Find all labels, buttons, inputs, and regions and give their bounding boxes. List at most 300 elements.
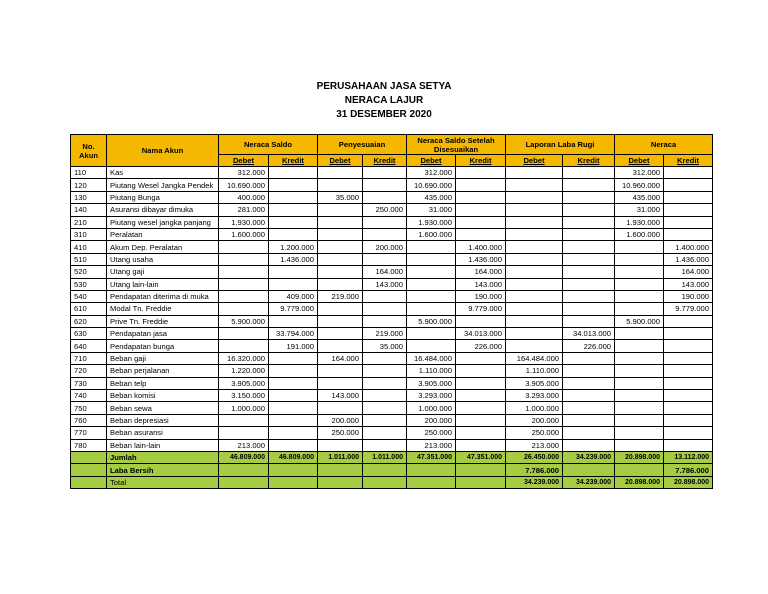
account-name: Beban sewa — [107, 402, 219, 414]
kredit-cell — [664, 328, 713, 340]
debet-cell: 213.000 — [407, 439, 456, 451]
account-number: 530 — [71, 278, 107, 290]
kredit-cell: 219.000 — [363, 328, 407, 340]
kredit-cell — [563, 414, 615, 426]
table-row — [71, 390, 713, 402]
kredit-cell — [563, 365, 615, 377]
debet-cell — [407, 241, 456, 253]
debet-cell — [506, 278, 563, 290]
account-name: Beban lain-lain — [107, 439, 219, 451]
debet-cell: 20.898.000 — [615, 476, 664, 488]
kredit-cell: 200.000 — [363, 241, 407, 253]
company-name: PERUSAHAAN JASA SETYA — [316, 81, 452, 92]
debet-cell: 10.960.000 — [615, 179, 664, 191]
debet-cell — [407, 253, 456, 265]
account-name: Pendapatan diterima di muka — [107, 290, 219, 302]
kredit-cell — [563, 427, 615, 439]
debet-cell: 1.930.000 — [615, 216, 664, 228]
debet-cell: 3.905.000 — [506, 377, 563, 389]
kredit-cell — [269, 204, 318, 216]
debet-cell — [407, 266, 456, 278]
account-number: 710 — [71, 352, 107, 364]
debet-cell — [506, 290, 563, 302]
debet-cell: 31.000 — [615, 204, 664, 216]
debet-cell: 281.000 — [219, 204, 269, 216]
kredit-cell: 34.013.000 — [563, 328, 615, 340]
debet-cell: 1.000.000 — [407, 402, 456, 414]
debet-cell — [318, 266, 363, 278]
kredit-cell — [563, 167, 615, 179]
debet-cell — [506, 191, 563, 203]
kredit-cell — [563, 402, 615, 414]
kredit-cell — [456, 464, 506, 476]
debet-cell: 16.320.000 — [219, 352, 269, 364]
kredit-cell: 143.000 — [664, 278, 713, 290]
debet-cell — [615, 328, 664, 340]
account-number: 540 — [71, 290, 107, 302]
kredit-cell — [563, 439, 615, 451]
kredit-cell — [563, 352, 615, 364]
debet-cell — [506, 315, 563, 327]
col-header-debet: Debet — [615, 155, 664, 167]
debet-cell: 35.000 — [318, 191, 363, 203]
debet-cell — [615, 390, 664, 402]
kredit-cell: 1.436.000 — [456, 253, 506, 265]
kredit-cell — [664, 439, 713, 451]
debet-cell: 10.690.000 — [219, 179, 269, 191]
kredit-cell — [664, 427, 713, 439]
debet-cell — [318, 439, 363, 451]
debet-cell: 16.484.000 — [407, 352, 456, 364]
debet-cell: 5.900.000 — [219, 315, 269, 327]
debet-cell — [219, 340, 269, 352]
table-row — [71, 377, 713, 389]
debet-cell: 143.000 — [318, 390, 363, 402]
kredit-cell — [269, 390, 318, 402]
kredit-cell — [456, 352, 506, 364]
debet-cell: 250.000 — [506, 427, 563, 439]
kredit-cell — [664, 414, 713, 426]
kredit-cell — [563, 241, 615, 253]
account-name: Prive Tn. Freddie — [107, 315, 219, 327]
account-name: Beban komisi — [107, 390, 219, 402]
group-header-penyesuaian: Penyesuaian — [318, 135, 407, 155]
kredit-cell — [563, 278, 615, 290]
account-number: 720 — [71, 365, 107, 377]
debet-cell — [219, 266, 269, 278]
debet-cell — [219, 414, 269, 426]
debet-cell: 1.600.000 — [407, 228, 456, 240]
kredit-cell — [363, 191, 407, 203]
kredit-cell: 1.400.000 — [456, 241, 506, 253]
debet-cell — [219, 328, 269, 340]
debet-cell — [506, 228, 563, 240]
kredit-cell — [664, 228, 713, 240]
debet-cell — [318, 402, 363, 414]
kredit-cell — [363, 390, 407, 402]
worksheet-body — [71, 167, 713, 489]
debet-cell — [615, 352, 664, 364]
account-number: 510 — [71, 253, 107, 265]
debet-cell — [407, 303, 456, 315]
debet-cell: 400.000 — [219, 191, 269, 203]
account-number: 140 — [71, 204, 107, 216]
table-row — [71, 216, 713, 228]
kredit-cell — [269, 216, 318, 228]
debet-cell — [407, 290, 456, 302]
kredit-cell — [664, 179, 713, 191]
kredit-cell — [456, 228, 506, 240]
debet-cell — [506, 253, 563, 265]
debet-cell — [407, 476, 456, 488]
kredit-cell: 164.000 — [363, 266, 407, 278]
debet-cell — [219, 278, 269, 290]
debet-cell: 213.000 — [219, 439, 269, 451]
kredit-cell: 9.779.000 — [456, 303, 506, 315]
kredit-cell: 35.000 — [363, 340, 407, 352]
debet-cell — [219, 427, 269, 439]
debet-cell — [407, 340, 456, 352]
col-header-kredit: Kredit — [664, 155, 713, 167]
debet-cell: 312.000 — [407, 167, 456, 179]
kredit-cell — [563, 464, 615, 476]
account-name: Asuransi dibayar dimuka — [107, 204, 219, 216]
account-number: 610 — [71, 303, 107, 315]
table-row — [71, 328, 713, 340]
debet-cell: 3.905.000 — [219, 377, 269, 389]
kredit-cell: 190.000 — [456, 290, 506, 302]
table-row — [71, 414, 713, 426]
debet-cell: 312.000 — [219, 167, 269, 179]
debet-cell — [318, 253, 363, 265]
kredit-cell — [363, 179, 407, 191]
kredit-cell: 9.779.000 — [664, 303, 713, 315]
kredit-cell — [363, 352, 407, 364]
account-number: 770 — [71, 427, 107, 439]
table-row — [71, 167, 713, 179]
kredit-cell — [456, 179, 506, 191]
debet-cell: 26.450.000 — [506, 451, 563, 463]
debet-cell — [615, 253, 664, 265]
kredit-cell — [456, 191, 506, 203]
kredit-cell — [363, 402, 407, 414]
debet-cell — [219, 241, 269, 253]
kredit-cell — [363, 315, 407, 327]
kredit-cell — [563, 228, 615, 240]
debet-cell — [318, 340, 363, 352]
debet-cell: 435.000 — [407, 191, 456, 203]
account-number: 310 — [71, 228, 107, 240]
kredit-cell — [363, 439, 407, 451]
document-title: NERACA LAJUR — [344, 95, 424, 106]
debet-cell — [506, 216, 563, 228]
kredit-cell — [456, 390, 506, 402]
debet-cell — [318, 204, 363, 216]
debet-cell: 164.484.000 — [506, 352, 563, 364]
debet-cell: 3.293.000 — [506, 390, 563, 402]
kredit-cell — [269, 476, 318, 488]
col-header-kredit: Kredit — [563, 155, 615, 167]
debet-cell — [615, 439, 664, 451]
debet-cell — [318, 241, 363, 253]
debet-cell: 46.809.000 — [219, 451, 269, 463]
debet-cell — [506, 179, 563, 191]
debet-cell — [615, 427, 664, 439]
kredit-cell — [664, 352, 713, 364]
kredit-cell: 164.000 — [664, 266, 713, 278]
debet-cell — [219, 464, 269, 476]
group-header-nssd: Neraca Saldo Setelah Disesuaikan — [407, 135, 506, 155]
kredit-cell — [456, 427, 506, 439]
group-header-neraca-saldo: Neraca Saldo — [219, 135, 318, 155]
debet-cell: 47.351.000 — [407, 451, 456, 463]
kredit-cell — [363, 228, 407, 240]
kredit-cell: 1.436.000 — [269, 253, 318, 265]
debet-cell: 250.000 — [407, 427, 456, 439]
account-number: 730 — [71, 377, 107, 389]
kredit-cell — [363, 476, 407, 488]
account-number: 110 — [71, 167, 107, 179]
kredit-cell — [664, 191, 713, 203]
debet-cell — [318, 167, 363, 179]
kredit-cell — [269, 191, 318, 203]
kredit-cell — [363, 167, 407, 179]
account-number: 780 — [71, 439, 107, 451]
account-number: 120 — [71, 179, 107, 191]
account-number: 210 — [71, 216, 107, 228]
kredit-cell — [363, 303, 407, 315]
kredit-cell — [363, 377, 407, 389]
debet-cell: 200.000 — [407, 414, 456, 426]
kredit-cell — [456, 402, 506, 414]
col-header-debet: Debet — [219, 155, 269, 167]
kredit-cell: 46.809.000 — [269, 451, 318, 463]
kredit-cell — [563, 303, 615, 315]
kredit-cell — [664, 167, 713, 179]
debet-cell — [615, 365, 664, 377]
account-number: 130 — [71, 191, 107, 203]
kredit-cell — [664, 377, 713, 389]
kredit-cell: 1.200.000 — [269, 241, 318, 253]
debet-cell — [615, 266, 664, 278]
table-row — [71, 179, 713, 191]
account-number: 410 — [71, 241, 107, 253]
kredit-cell — [563, 191, 615, 203]
col-header-kredit: Kredit — [269, 155, 318, 167]
table-row — [71, 241, 713, 253]
kredit-cell — [269, 402, 318, 414]
kredit-cell: 34.239.000 — [563, 451, 615, 463]
kredit-cell: 143.000 — [363, 278, 407, 290]
account-number: 640 — [71, 340, 107, 352]
kredit-cell — [363, 365, 407, 377]
table-row — [71, 253, 713, 265]
account-name: Utang lain-lain — [107, 278, 219, 290]
kredit-cell — [456, 414, 506, 426]
kredit-cell — [363, 427, 407, 439]
account-name: Pendapatan bunga — [107, 340, 219, 352]
debet-cell — [506, 204, 563, 216]
debet-cell — [407, 464, 456, 476]
account-name: Kas — [107, 167, 219, 179]
account-name: Beban depresiasi — [107, 414, 219, 426]
kredit-cell: 409.000 — [269, 290, 318, 302]
table-row — [71, 228, 713, 240]
debet-cell: 5.900.000 — [407, 315, 456, 327]
account-number — [71, 476, 107, 488]
kredit-cell: 7.786.000 — [664, 464, 713, 476]
kredit-cell: 250.000 — [363, 204, 407, 216]
account-name: Laba Bersih — [107, 464, 219, 476]
table-row — [71, 266, 713, 278]
debet-cell: 1.000.000 — [219, 402, 269, 414]
kredit-cell — [363, 216, 407, 228]
debet-cell: 5.900.000 — [615, 315, 664, 327]
debet-cell — [318, 315, 363, 327]
debet-cell — [318, 328, 363, 340]
kredit-cell: 226.000 — [563, 340, 615, 352]
debet-cell: 1.110.000 — [506, 365, 563, 377]
account-name: Total — [107, 476, 219, 488]
debet-cell: 1.110.000 — [407, 365, 456, 377]
kredit-cell — [664, 315, 713, 327]
account-number: 620 — [71, 315, 107, 327]
debet-cell — [615, 290, 664, 302]
account-name: Akum Dep. Peralatan — [107, 241, 219, 253]
debet-cell: 3.150.000 — [219, 390, 269, 402]
kredit-cell — [269, 427, 318, 439]
table-row — [71, 365, 713, 377]
debet-cell: 213.000 — [506, 439, 563, 451]
account-name: Pendapatan jasa — [107, 328, 219, 340]
account-number: 740 — [71, 390, 107, 402]
account-number — [71, 464, 107, 476]
debet-cell: 1.000.000 — [506, 402, 563, 414]
debet-cell — [506, 328, 563, 340]
kredit-cell — [456, 377, 506, 389]
debet-cell: 435.000 — [615, 191, 664, 203]
kredit-cell: 191.000 — [269, 340, 318, 352]
debet-cell — [506, 340, 563, 352]
debet-cell — [506, 303, 563, 315]
table-row — [71, 340, 713, 352]
kredit-cell — [563, 253, 615, 265]
col-header-debet: Debet — [506, 155, 563, 167]
kredit-cell: 34.013.000 — [456, 328, 506, 340]
kredit-cell: 143.000 — [456, 278, 506, 290]
debet-cell: 250.000 — [318, 427, 363, 439]
debet-cell: 200.000 — [318, 414, 363, 426]
debet-cell — [615, 464, 664, 476]
debet-cell — [219, 476, 269, 488]
account-number — [71, 451, 107, 463]
kredit-cell — [563, 290, 615, 302]
kredit-cell — [269, 464, 318, 476]
kredit-cell: 20.898.000 — [664, 476, 713, 488]
kredit-cell: 164.000 — [456, 266, 506, 278]
kredit-cell: 33.794.000 — [269, 328, 318, 340]
kredit-cell — [456, 476, 506, 488]
debet-cell — [219, 253, 269, 265]
account-number: 630 — [71, 328, 107, 340]
debet-cell — [615, 241, 664, 253]
account-number: 760 — [71, 414, 107, 426]
debet-cell — [318, 303, 363, 315]
kredit-cell — [269, 352, 318, 364]
kredit-cell: 9.779.000 — [269, 303, 318, 315]
debet-cell: 1.930.000 — [219, 216, 269, 228]
debet-cell — [506, 241, 563, 253]
debet-cell: 1.600.000 — [219, 228, 269, 240]
debet-cell: 34.239.000 — [506, 476, 563, 488]
debet-cell: 200.000 — [506, 414, 563, 426]
debet-cell — [407, 328, 456, 340]
table-row — [71, 278, 713, 290]
debet-cell: 31.000 — [407, 204, 456, 216]
kredit-cell — [269, 266, 318, 278]
kredit-cell — [456, 204, 506, 216]
kredit-cell — [363, 464, 407, 476]
kredit-cell: 1.400.000 — [664, 241, 713, 253]
debet-cell — [318, 377, 363, 389]
debet-cell: 1.220.000 — [219, 365, 269, 377]
account-name: Peralatan — [107, 228, 219, 240]
debet-cell: 164.000 — [318, 352, 363, 364]
kredit-cell — [269, 365, 318, 377]
debet-cell: 3.293.000 — [407, 390, 456, 402]
debet-cell — [219, 290, 269, 302]
kredit-cell — [456, 167, 506, 179]
kredit-cell: 1.011.000 — [363, 451, 407, 463]
debet-cell: 10.690.000 — [407, 179, 456, 191]
debet-cell: 219.000 — [318, 290, 363, 302]
account-name: Modal Tn. Freddie — [107, 303, 219, 315]
total-row — [71, 476, 713, 488]
kredit-cell — [563, 204, 615, 216]
kredit-cell — [456, 439, 506, 451]
debet-cell: 1.600.000 — [615, 228, 664, 240]
report-header — [0, 80, 768, 122]
debet-cell — [615, 377, 664, 389]
account-name: Beban perjalanan — [107, 365, 219, 377]
kredit-cell — [664, 216, 713, 228]
sum-row — [71, 451, 713, 463]
kredit-cell — [563, 315, 615, 327]
account-name: Beban telp — [107, 377, 219, 389]
laba-row — [71, 464, 713, 476]
debet-cell — [615, 414, 664, 426]
account-name: Beban asuransi — [107, 427, 219, 439]
kredit-cell — [563, 179, 615, 191]
debet-cell — [318, 179, 363, 191]
debet-cell — [615, 278, 664, 290]
kredit-cell — [269, 439, 318, 451]
debet-cell — [318, 476, 363, 488]
table-row — [71, 204, 713, 216]
debet-cell: 1.930.000 — [407, 216, 456, 228]
kredit-cell — [563, 266, 615, 278]
debet-cell — [615, 303, 664, 315]
kredit-cell: 34.239.000 — [563, 476, 615, 488]
account-number: 750 — [71, 402, 107, 414]
account-name: Piutang wesel jangka panjang — [107, 216, 219, 228]
kredit-cell — [563, 390, 615, 402]
kredit-cell: 47.351.000 — [456, 451, 506, 463]
worksheet-table — [70, 134, 713, 489]
table-row — [71, 290, 713, 302]
kredit-cell — [664, 390, 713, 402]
group-header-neraca: Neraca — [615, 135, 713, 155]
